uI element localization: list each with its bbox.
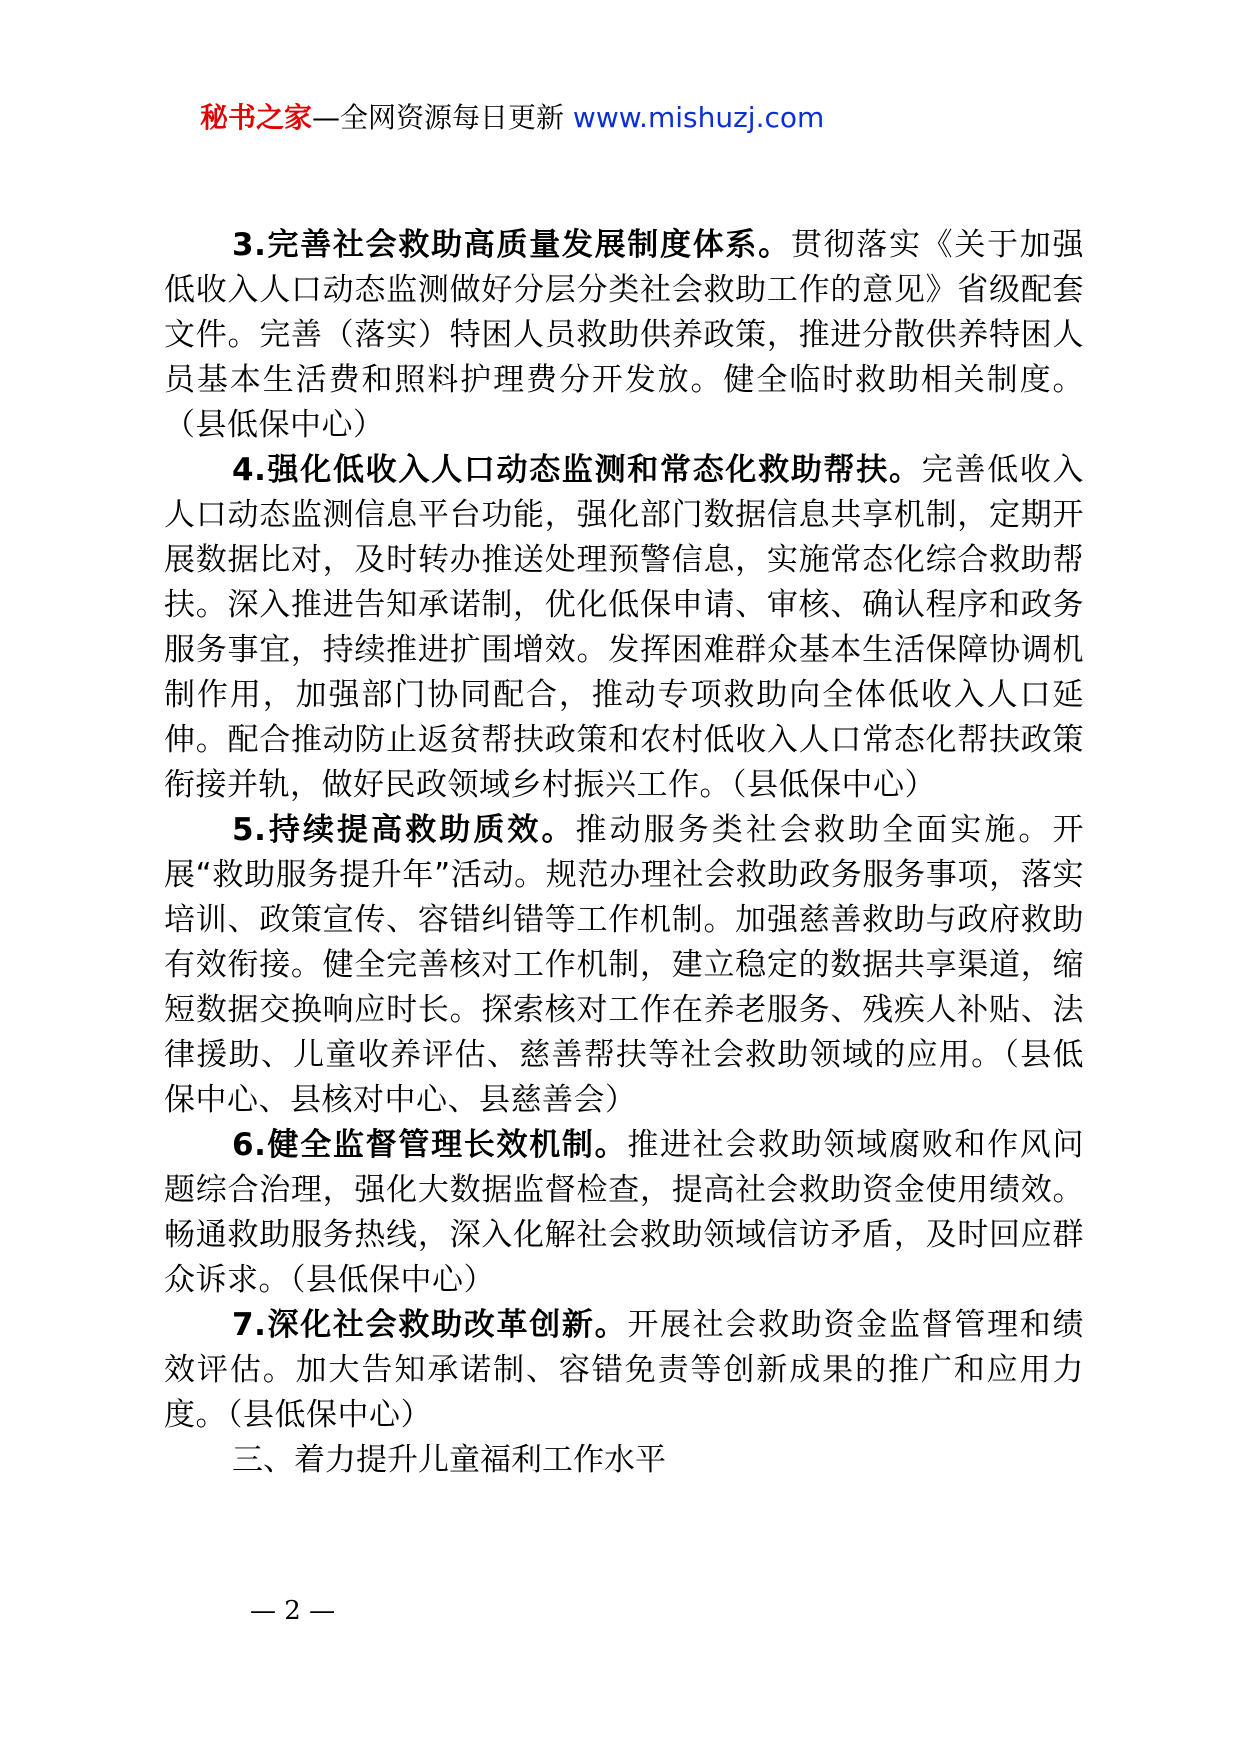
paragraph-item-3 — [164, 223, 1084, 448]
paragraph-body: 开展社会救助资金监督管理和绩效评估。加大告知承诺制、容错免责等创新成果的推广和应用力度。（县低保中心） — [164, 1307, 1084, 1433]
paragraph-heading: 4.强化低收入人口动态监测和常态化救助帮扶。 — [232, 452, 922, 488]
document-body — [164, 223, 1084, 1483]
paragraph-item-4 — [164, 448, 1084, 808]
site-header — [200, 98, 824, 138]
paragraph-body: 推动服务类社会救助全面实施。开展“救助服务提升年”活动。规范办理社会救助政务服务事项，落实培训、政策宣传、容错纠错等工作机制。加强慈善救助与政府救助有效衔接。健全完善核对工作机制，建立稳定的数据共享渠道，缩短数据交换响应时长。探索核对工作在养老服务、残疾人补贴、法律援助、儿童收养评估、慈善帮扶等社会救助领域的应用。（县低保中心、县核对中心、县慈善会） — [164, 812, 1084, 1118]
brand-name: 秘书之家 — [200, 101, 313, 134]
paragraph-heading: 7.深化社会救助改革创新。 — [232, 1307, 628, 1343]
paragraph-body: 贯彻落实《关于加强低收入人口动态监测做好分层分类社会救助工作的意见》省级配套文件。完善（落实）特困人员救助供养政策，推进分散供养特困人员基本生活费和照料护理费分开发放。健全临时救助相关制度。（县低保中心） — [164, 227, 1084, 443]
paragraph-body: 完善低收入人口动态监测信息平台功能，强化部门数据信息共享机制，定期开展数据比对，及时转办推送处理预警信息，实施常态化综合救助帮扶。深入推进告知承诺制，优化低保申请、审核、确认程序和政务服务事宜，持续推进扩围增效。发挥困难群众基本生活保障协调机制作用，加强部门协同配合，推动专项救助向全体低收入人口延伸。配合推动防止返贫帮扶政策和农村低收入人口常态化帮扶政策衔接并轨，做好民政领域乡村振兴工作。（县低保中心） — [164, 452, 1084, 803]
header-tagline: —全网资源每日更新 — [312, 101, 573, 134]
paragraph-heading: 3.完善社会救助高质量发展制度体系。 — [232, 227, 791, 263]
paragraph-body: 推进社会救助领域腐败和作风问题综合治理，强化大数据监督检查，提高社会救助资金使用绩效。畅通救助服务热线，深入化解社会救助领域信访矛盾，及时回应群众诉求。（县低保中心） — [164, 1127, 1084, 1298]
paragraph-heading: 5.持续提高救助质效。 — [232, 812, 576, 848]
paragraph-heading: 6.健全监督管理长效机制。 — [232, 1127, 628, 1163]
site-url-link[interactable]: www.mishuzj.com — [572, 101, 825, 134]
paragraph-item-5 — [164, 808, 1084, 1123]
paragraph-item-6 — [164, 1123, 1084, 1303]
paragraph-item-7 — [164, 1303, 1084, 1438]
section-heading: 三、着力提升儿童福利工作水平 — [232, 1442, 666, 1478]
page-number: — 2 — — [250, 1596, 336, 1626]
